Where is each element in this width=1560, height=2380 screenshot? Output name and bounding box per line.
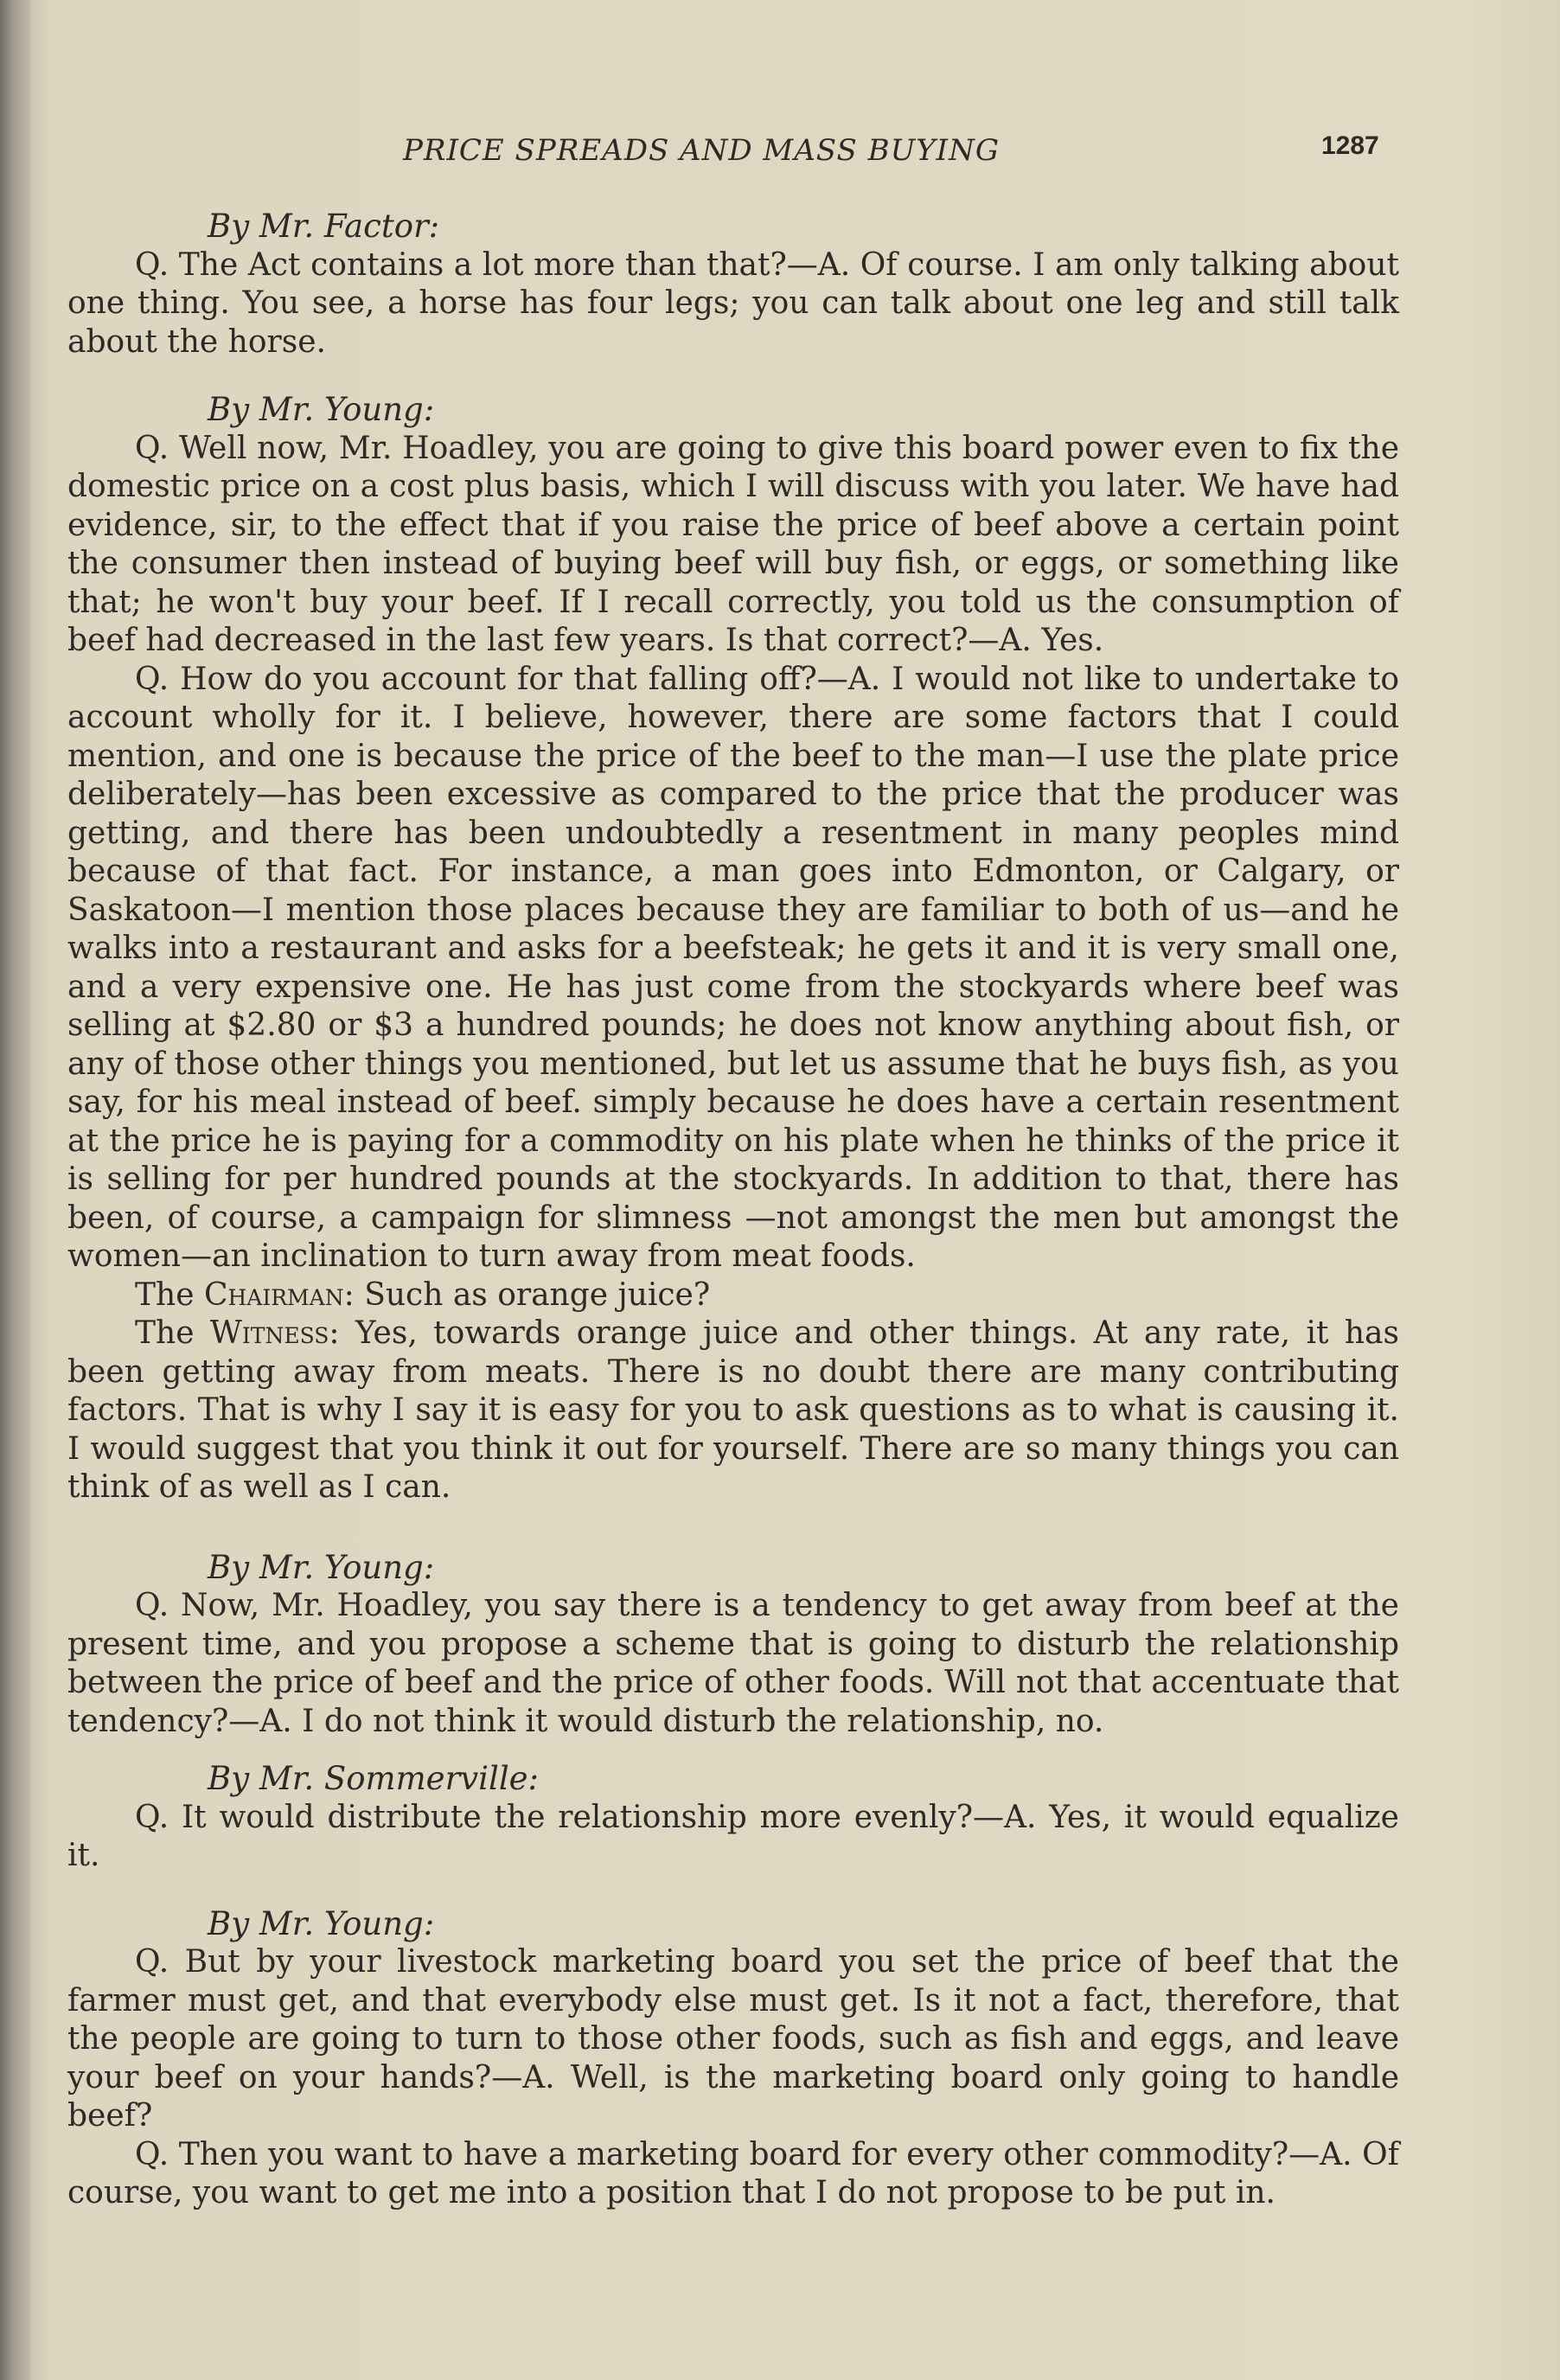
paragraph: Q. Well now, Mr. Hoadley, you are going to give this board power even to fix the domestic price on a cost plus basis, which I will discuss with you later. We have had evidence, sir, to the effect that if you raise the price of beef above a certain point the consumer then instead of buying beef will buy fish, or eggs, or something like that; he won't buy your beef. If I recall correctly, you told us the consumption of beef had decreased in the last few years. Is that correct?—A. Yes.	[67, 430, 1399, 658]
paragraph: Q. But by your livestock marketing board you set the price of beef that the farmer must get, and that everybody else must get. Is it not a fact, therefore, that the people are going to turn to those other foods, such as fish and eggs, and leave your beef on your hands?—A. Well, is the marketing board only going to handle beef?	[67, 1944, 1399, 2134]
paragraph: Q. It would distribute the relationship more evenly?—A. Yes, it would equalize it.	[67, 1799, 1399, 1873]
page-binding-shadow	[0, 0, 31, 2380]
chairman-label: Chairman	[203, 1276, 344, 1313]
speaker-heading: By Mr. Factor:	[208, 208, 440, 245]
witness-line: The Witness: Yes, towards orange juice and other things. At any rate, it has been getting away from meats. There is no doubt there are many contributing factors. That is why I say it is easy for you to ask questions as to what is causing it. I would suggest that you think it out for yourself. There are so many things you can think of as well as I can.	[67, 1315, 1399, 1505]
paragraph: Q. How do you account for that falling off?—A. I would not like to undertake to account wholly for it. I believe, however, there are some factors that I could mention, and one is because the price of the beef to the man—I use the plate price deliberately—has been excessive as compared to the price that the producer was getting, and there has been undoubtedly a resentment in many peoples mind because of that fact. For instance, a man goes into Edmonton, or Calgary, or Saskatoon—I mention those places because they are familiar to both of us—and he walks into a restaurant and asks for a beefsteak; he gets it and it is very small one, and a very expensive one. He has just come from the stockyards where beef was selling at $2.80 or $3 a hundred pounds; he does not know anything about fish, or any of those other things you mentioned, but let us assume that he buys fish, as you say, for his meal instead of beef. simply because he does have a certain resentment at the price he is paying for a commodity on his plate when he thinks of the price it is selling for per hundred pounds at the stockyards. In addition to that, there has been, of course, a campaign for slimness —not amongst the men but amongst the women—an inclination to turn away from meat foods.	[67, 661, 1399, 1274]
speaker-heading: By Mr. Sommerville:	[208, 1760, 540, 1797]
page-header	[0, 128, 1560, 180]
speaker-heading: By Mr. Young:	[208, 1548, 435, 1586]
transcript-body	[67, 208, 1399, 2213]
chairman-line: The Chairman: Such as orange juice?	[135, 1276, 711, 1313]
paragraph: Q. Now, Mr. Hoadley, you say there is a tendency to get away from beef at the present time, and you propose a scheme that is going to disturb the relationship between the price of beef and the price of other foods. Will not that accentuate that tendency?—A. I do not think it would disturb the relationship, no.	[67, 1588, 1399, 1739]
paragraph: Q. The Act contains a lot more than that?—A. Of course. I am only talking about one thing. You see, a horse has four legs; you can talk about one leg and still talk about the horse.	[67, 246, 1399, 360]
speaker-heading: By Mr. Young:	[208, 391, 435, 428]
page-number: 1287	[1321, 131, 1379, 160]
speaker-heading: By Mr. Young:	[208, 1904, 435, 1942]
paragraph: Q. Then you want to have a marketing board for every other commodity?—A. Of course, you want to get me into a position that I do not propose to be put in.	[67, 2136, 1399, 2210]
running-title: PRICE SPREADS AND MASS BUYING	[403, 133, 1001, 168]
witness-label: Witness	[209, 1315, 329, 1351]
